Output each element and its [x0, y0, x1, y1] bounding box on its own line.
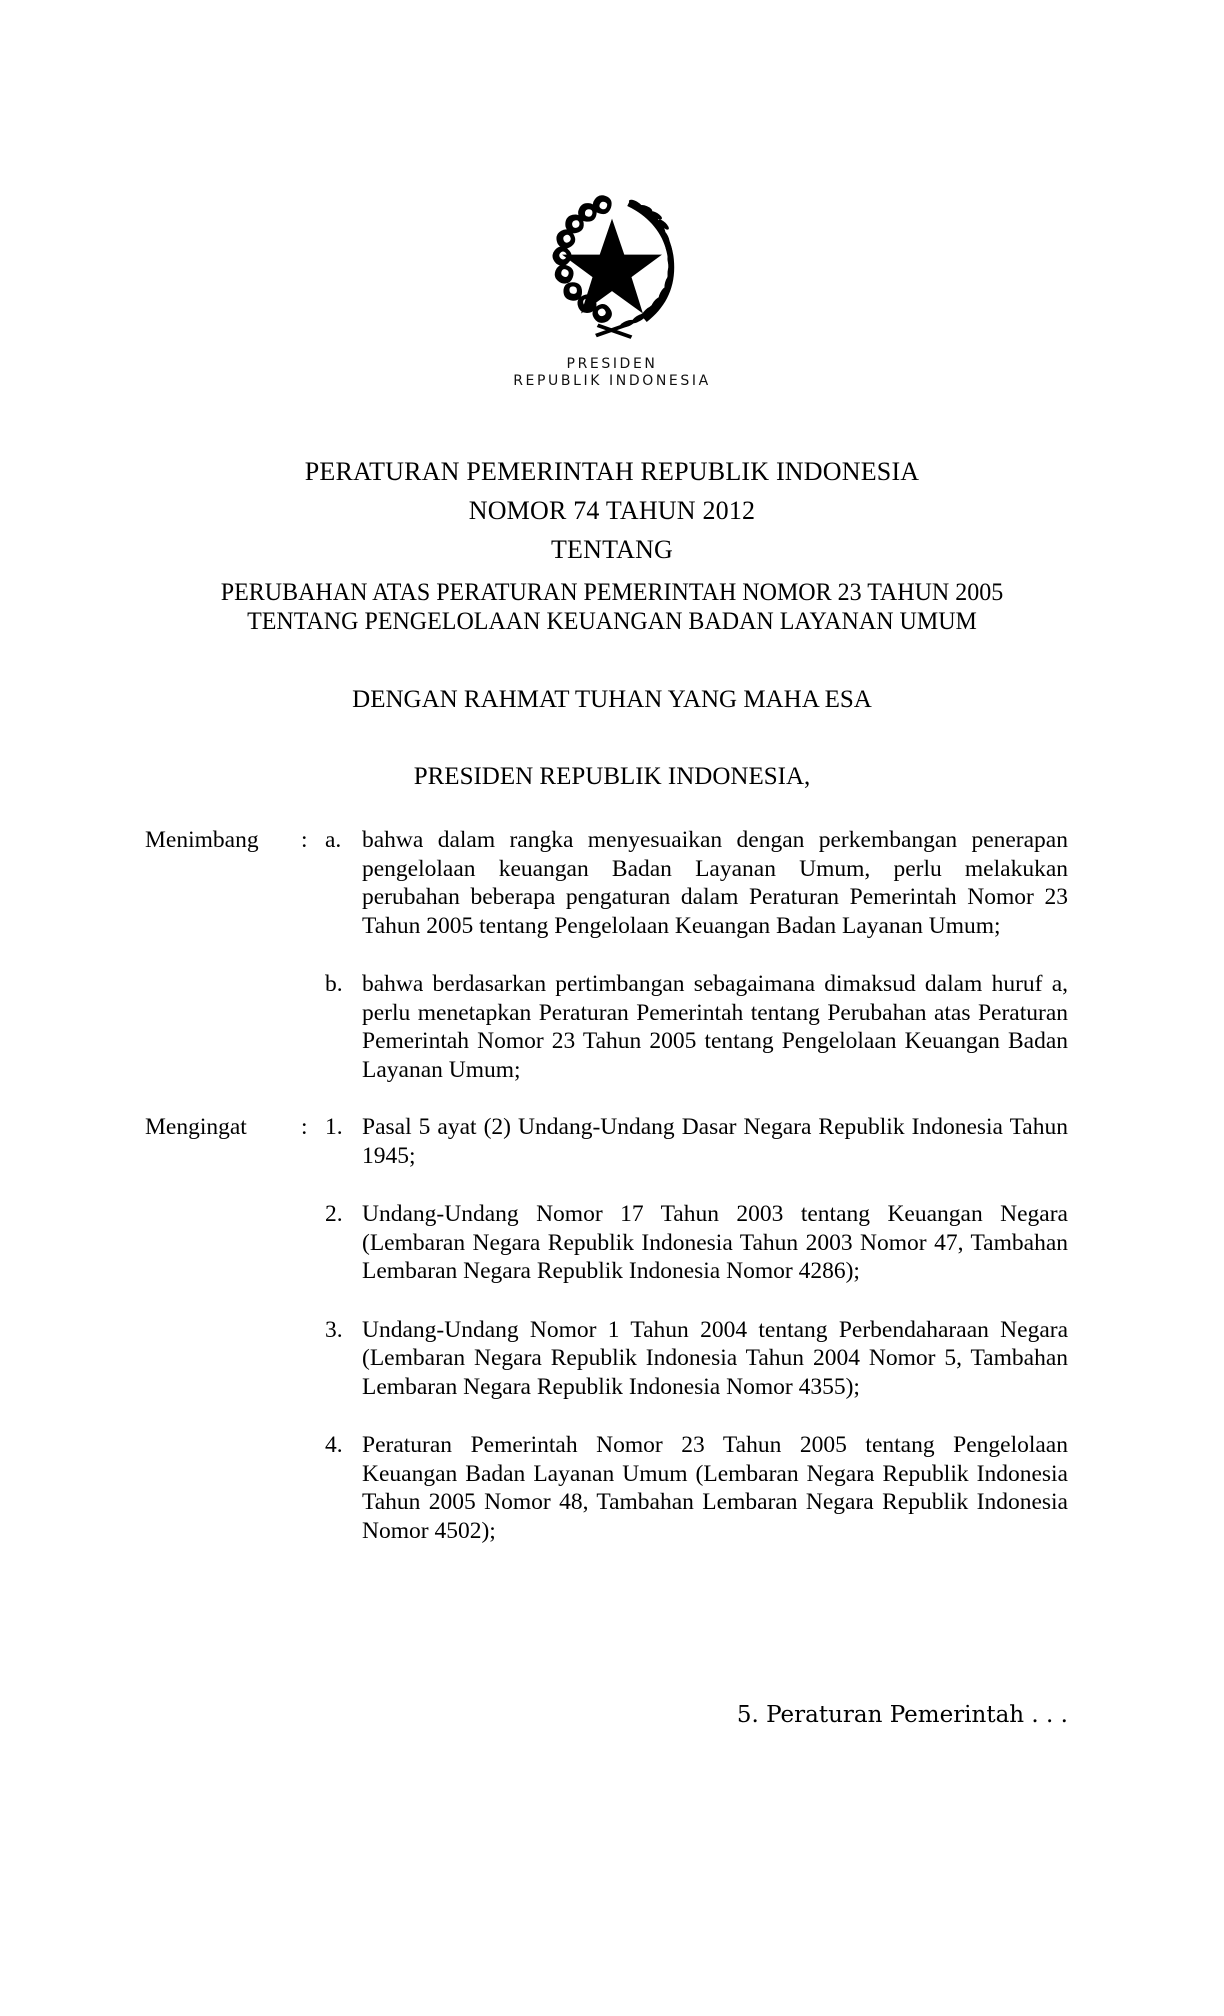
- title-line-2: NOMOR 74 TAHUN 2012: [468, 496, 756, 525]
- item-text: Pasal 5 ayat (2) Undang-Undang Dasar Negara Republik Indonesia Tahun 1945;: [362, 1114, 1068, 1169]
- presidential-seal-emblem: [0, 178, 1224, 349]
- list-item: [325, 1200, 1068, 1286]
- title-line-1: PERATURAN PEMERINTAH REPUBLIK INDONESIA: [304, 457, 920, 486]
- document-title: [0, 452, 1224, 569]
- menimbang-items: [325, 826, 1068, 1084]
- spacer: [325, 1286, 1068, 1316]
- item-text: Peraturan Pemerintah Nomor 23 Tahun 2005 tentang Pengelolaan Keuangan Badan Layanan Umum (Lembaran Negara Republik Indonesia Tahun 2005 Nomor 48, Tambahan Lembaran Negara Republik Indonesia Nomor 4502);: [362, 1432, 1068, 1544]
- menimbang-clause: [145, 826, 1068, 1084]
- emblem-caption-line1: PRESIDEN: [566, 356, 658, 372]
- mengingat-colon: :: [301, 1114, 308, 1140]
- emblem-caption-line2: REPUBLIK INDONESIA: [513, 373, 711, 389]
- subtitle-line-2: TENTANG PENGELOLAAN KEUANGAN BADAN LAYANAN UMUM: [247, 608, 977, 635]
- footer-catch-line: 5. Peraturan Pemerintah . . .: [736, 1702, 1068, 1728]
- item-marker: 4.: [325, 1432, 343, 1458]
- list-item: [325, 1431, 1068, 1545]
- menimbang-colon: :: [301, 827, 308, 853]
- subtitle-line-1: PERUBAHAN ATAS PERATURAN PEMERINTAH NOMOR 23 TAHUN 2005: [220, 579, 1004, 606]
- document-subtitle: [0, 578, 1224, 636]
- invocation-line: DENGAN RAHMAT TUHAN YANG MAHA ESA: [352, 686, 872, 713]
- title-line-3: TENTANG: [550, 535, 674, 564]
- menimbang-label: Menimbang: [145, 827, 259, 853]
- list-item: [325, 1113, 1068, 1170]
- mengingat-label: Mengingat: [145, 1114, 247, 1140]
- item-marker: a.: [325, 827, 342, 853]
- item-text: Undang-Undang Nomor 1 Tahun 2004 tentang Perbendaharaan Negara (Lembaran Negara Republik Indonesia Tahun 2004 Nomor 5, Tambahan Lembaran Negara Republik Indonesia Nomor 4355);: [362, 1316, 1068, 1400]
- item-text: bahwa dalam rangka menyesuaikan dengan perkembangan penerapan pengelolaan keuangan Badan Layanan Umum, perlu melakukan perubahan beberapa pengaturan dalam Peraturan Pemerintah Nomor 23 Tahun 2005 tentang Pengelolaan Keuangan Badan Layanan Umum;: [362, 827, 1068, 939]
- item-text: bahwa berdasarkan pertimbangan sebagaimana dimaksud dalam huruf a, perlu menetapkan Peraturan Pemerintah tentang Perubahan atas Peraturan Pemerintah Nomor 23 Tahun 2005 tentang Pengelolaan Keuangan Badan Layanan Umum;: [362, 971, 1068, 1083]
- list-item: [325, 970, 1068, 1084]
- indonesia-presidential-seal-icon: [526, 178, 698, 344]
- item-marker: b.: [325, 971, 343, 997]
- spacer: [325, 1401, 1068, 1431]
- spacer: [325, 940, 1068, 970]
- mengingat-items: [325, 1113, 1068, 1545]
- authority-line: PRESIDEN REPUBLIK INDONESIA,: [413, 763, 811, 790]
- list-item: [325, 1316, 1068, 1402]
- spacer: [325, 1170, 1068, 1200]
- item-marker: 3.: [325, 1316, 343, 1343]
- document-body: [145, 826, 1068, 1545]
- emblem-caption: [0, 356, 1224, 390]
- item-marker: 2.: [325, 1201, 343, 1227]
- mengingat-clause: [145, 1113, 1068, 1545]
- item-marker: 1.: [325, 1114, 343, 1140]
- item-text: Undang-Undang Nomor 17 Tahun 2003 tentang Keuangan Negara (Lembaran Negara Republik Indonesia Tahun 2003 Nomor 47, Tambahan Lembaran Negara Republik Indonesia Nomor 4286);: [362, 1201, 1068, 1284]
- list-item: [325, 826, 1068, 940]
